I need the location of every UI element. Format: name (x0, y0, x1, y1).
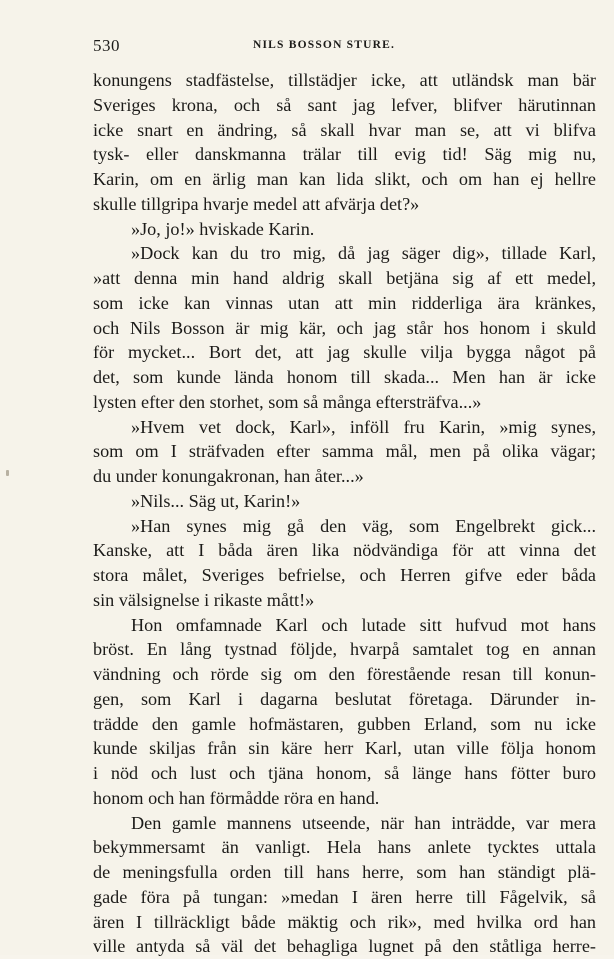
running-head: NILS BOSSON STURE. (253, 39, 396, 51)
text-line: för mycket... Bort det, att jag skulle vilja bygga något på (93, 342, 596, 363)
text-line: gen, som Karl i dagarna beslutat företaga. Därunder in- (93, 688, 596, 709)
text-line: Karin, om en ärlig man kan lida slikt, och om han ej hellre (93, 169, 596, 189)
text-line: »Dock kan du tro mig, då jag säger dig», tillade Karl, (131, 243, 596, 264)
text-line: »Jo, jo!» hviskade Karin. (131, 218, 315, 239)
page-header (93, 36, 596, 56)
text-line: sin välsignelse i rikaste mått!» (93, 589, 315, 610)
text-line: i nöd och lust och tjäna honom, så länge hans fötter buro (93, 763, 596, 783)
margin-mark (6, 470, 9, 476)
text-line: »att denna min hand aldrig skall betjäna sig af ett medel, (93, 268, 596, 288)
text-line: som om I sträfvaden efter samma mål, men på olika vägar; (93, 441, 596, 462)
text-line: gade föra på tungan: »medan I ären herre till Fågelvik, så (93, 886, 596, 907)
text-line: som icke kan vinnas utan att min ridderliga ära kränkes, (93, 292, 596, 313)
text-line: icke snart en ändring, så skall hvar man se, att vi blifva (93, 119, 596, 140)
body-text (93, 68, 596, 959)
text-line: skulle tillgripa hvarje medel att afvärja det?» (93, 193, 420, 214)
text-line: de meningsfulla orden till hans herre, som han ständigt plä- (93, 862, 596, 882)
text-line: lysten efter den storhet, som så många eftersträfva...» (93, 391, 482, 412)
text-line: konungens stadfästelse, tillstädjer icke, att utländsk man bär (93, 70, 596, 90)
text-line: bröst. En lång tystnad följde, hvarpå samtalet tog en annan (93, 639, 596, 660)
text-line: du under konungakronan, han åter...» (93, 466, 364, 486)
text-line: Sveriges krona, och så sant jag lefver, blifver härutinnan (93, 94, 596, 115)
text-line: »Hvem vet dock, Karl», inföll fru Karin, »mig synes, (131, 416, 596, 437)
text-line: ville antyda så väl det behagliga lugnet på den ståtliga herre- (93, 936, 596, 957)
text-line: trädde den gamle hofmästaren, gubben Erland, som nu icke (93, 713, 596, 734)
text-line: bekymmersamt än vanligt. Hela hans anlete tycktes uttala (93, 837, 596, 858)
text-line: »Han synes mig gå den väg, som Engelbrekt gick... (131, 515, 596, 536)
text-line: och Nils Bosson är mig kär, och jag står hos honom i skuld (93, 317, 596, 338)
text-line: Kanske, att I båda ären lika nödvändiga för att vinna det (93, 540, 596, 561)
page-number: 530 (93, 36, 120, 55)
text-line: stora målet, Sveriges befrielse, och Herren gifve eder båda (93, 565, 596, 585)
text-line: vändning och rörde sig om den förestående resan till konun- (93, 664, 596, 684)
text-line: det, som kunde lända honom till skada... Men han är icke (93, 367, 596, 387)
text-line: kunde skiljas från sin käre herr Karl, utan ville följa honom (93, 738, 596, 759)
text-line: ären I tillräckligt både mäktig och rik», med hvilka ord han (93, 911, 596, 932)
text-line: Den gamle mannens utseende, när han inträdde, var mera (131, 812, 596, 833)
text-line: Hon omfamnade Karl och lutade sitt hufvud mot hans (131, 614, 596, 635)
text-line: »Nils... Säg ut, Karin!» (131, 490, 301, 511)
text-line: tysk- eller danskmanna trälar till evig tid! Säg mig nu, (93, 144, 596, 165)
text-line: honom och han förmådde röra en hand. (93, 787, 380, 808)
